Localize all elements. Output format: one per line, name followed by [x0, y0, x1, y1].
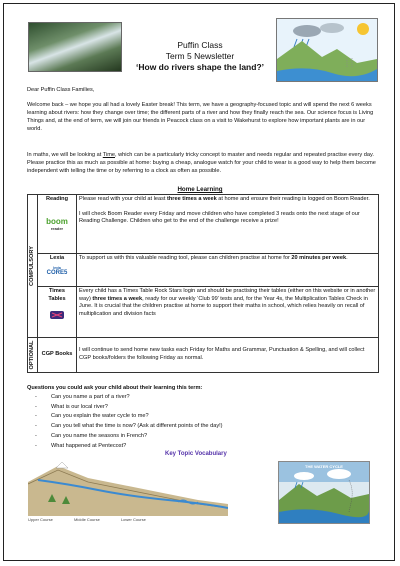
- subject-cell: [38, 254, 77, 287]
- list-item: - What happened at Pentecost?: [27, 442, 223, 452]
- lexia-core5-logo: lexia CORE5: [46, 265, 68, 276]
- subject-cell: [38, 195, 77, 254]
- questions-list: [27, 393, 223, 451]
- optional-label-cell: [28, 338, 38, 373]
- subject-lexia: Lexia: [49, 255, 65, 261]
- list-item: - Can you name a part of a river?: [27, 393, 223, 403]
- water-cycle-diagram: [278, 461, 370, 524]
- home-learning-table: [27, 194, 379, 373]
- term-title: Term 5 Newsletter: [165, 51, 235, 61]
- times-tables-description: Every child has a Times Table Rock Stars login and should be practising their tables (either on this website or in another way) three times a week, ready for our weekly ‘Club 99’ tests and, for the Year 4s, the Multiplication Tables Check in June. It is crucial that the children practise at home to support their maths in school, which relies heavily on recall of multiplication and division facts: [77, 287, 379, 338]
- subject-cgp-books: CGP Books: [38, 338, 77, 373]
- reading-description: Please read with your child at least three times a week at home and ensure their reading is logged on Boom Reader. I will check Boom Reader every Friday and move children who have completed 3 reads onto the next stage of our Reading Challenge. Children who get to the end of the challenge receive a prize!: [77, 195, 379, 254]
- maths-paragraph: In maths, we will be looking at Time, which can be a particularly tricky concept to master and needs regular and repeated practise every day. Please practice this as much as possible at home: buying a cheap, analogue watch for your child to wear is a good way to help them become independent with telling the time or by referring to a clock as often as possible.: [27, 152, 376, 175]
- cgp-description: I will continue to send home new tasks each Friday for Maths and Grammar, Punctuation & Spelling, and will collect CGP books/folders the following Friday as normal.: [77, 338, 379, 373]
- river-course-labels: [28, 517, 146, 522]
- compulsory-label-cell: [28, 195, 38, 338]
- intro-paragraph: Welcome back – we hope you all had a lovely Easter break! This term, we have a geography-focused topic and will spend the next 6 weeks learning about rivers: how they change over time; the different parts of a river and how they finally reach the sea. Our science focus is Living Things and, at the end of term, we will join our friends in Peacock class on a visit to Wakehurst to explore how important plants are in our world.: [27, 102, 374, 133]
- vocab-title: Key Topic Vocabulary: [165, 451, 227, 457]
- table-row: [28, 195, 379, 254]
- list-item: - Can you explain the water cycle to me?: [27, 412, 223, 422]
- table-row: [28, 338, 379, 373]
- list-item: - What is our local river?: [27, 403, 223, 413]
- lower-course-label: Lower Course: [120, 517, 146, 522]
- compulsory-label: COMPULSORY: [28, 246, 35, 286]
- lexia-description: To support us with this valuable reading tool, please can children practise at home for 20 minutes per week.: [77, 254, 379, 287]
- water-cycle-illustration: [276, 18, 378, 82]
- greeting: Dear Puffin Class Families,: [27, 87, 95, 93]
- water-cycle-title: THE WATER CYCLE: [305, 464, 343, 469]
- subject-times-tables: Times Tables: [48, 288, 66, 302]
- list-item: - Can you tell what the time is now? (Ask at different points of the day!): [27, 422, 223, 432]
- subject-cell: [38, 287, 77, 338]
- boom-reader-logo: boom reader: [46, 216, 68, 231]
- table-row: [28, 254, 379, 287]
- river-waterfall-photo: [28, 22, 122, 72]
- ttrs-logo-icon: [40, 309, 74, 325]
- table-row: [28, 287, 379, 338]
- time-keyword: Time: [102, 152, 115, 158]
- questions-heading: Questions you could ask your child about their learning this term:: [27, 385, 203, 391]
- class-name: Puffin Class: [177, 40, 223, 50]
- list-item: - Can you name the seasons in French?: [27, 432, 223, 442]
- topic-question: ‘How do rivers shape the land?’: [136, 62, 264, 72]
- home-learning-heading: Home Learning: [177, 186, 223, 193]
- optional-label: OPTIONAL: [28, 340, 35, 370]
- upper-course-label: Upper Course: [28, 517, 53, 522]
- subject-reading: Reading: [45, 196, 69, 202]
- middle-course-label: Middle Course: [74, 517, 100, 522]
